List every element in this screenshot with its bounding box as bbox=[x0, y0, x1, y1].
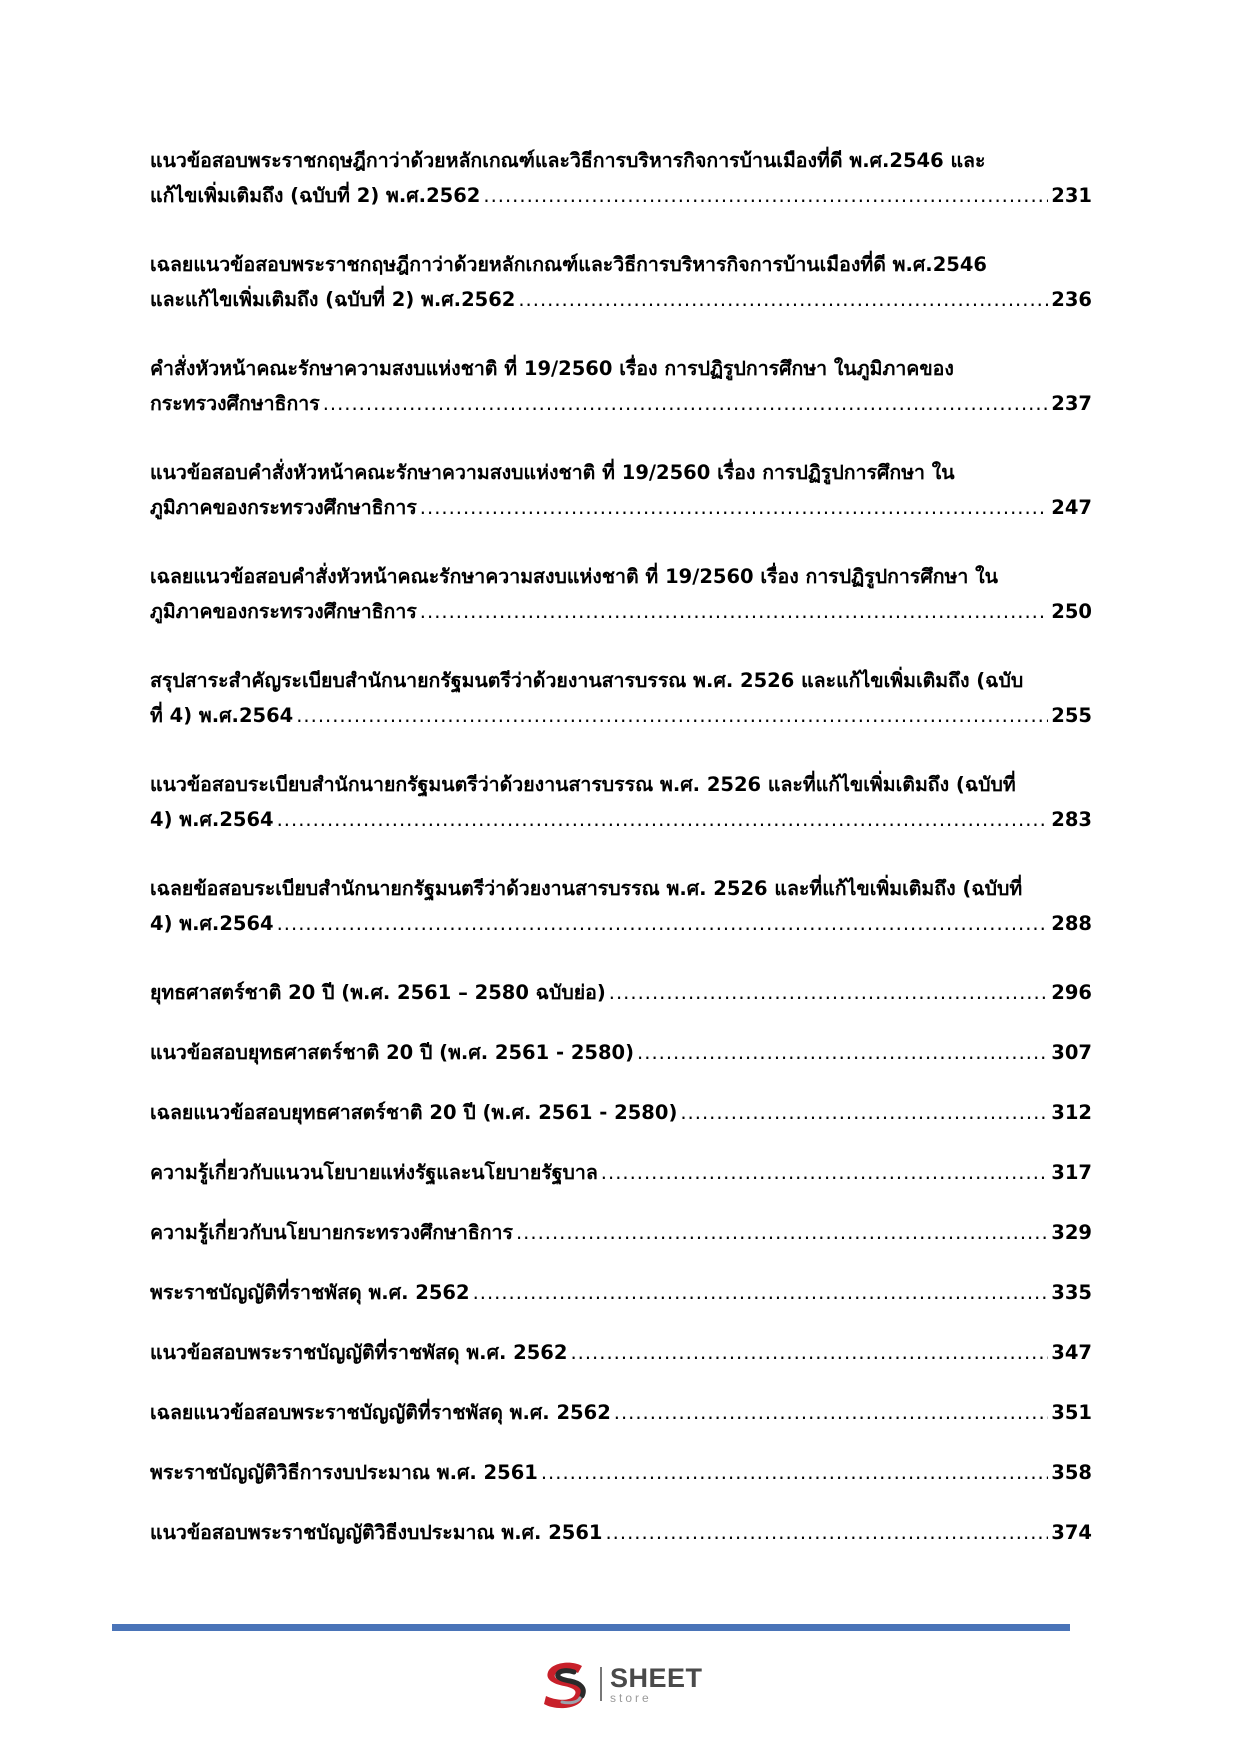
dot-leader bbox=[296, 698, 1048, 733]
toc-entry[interactable] bbox=[150, 1035, 1092, 1070]
toc-entry[interactable] bbox=[150, 663, 1092, 733]
dot-leader bbox=[473, 1275, 1049, 1310]
toc-entry-title-line: แนวข้อสอบคำสั่งหัวหน้าคณะรักษาความสงบแห่งชาติ ที่ 19/2560 เรื่อง การปฏิรูปการศึกษา ใน bbox=[150, 461, 955, 484]
toc-entry-title: แก้ไขเพิ่มเติมถึง (ฉบับที่ 2) พ.ศ.2562 bbox=[150, 184, 481, 207]
toc-page-number: 288 bbox=[1051, 912, 1092, 935]
toc-entry-title: ยุทธศาสตร์ชาติ 20 ปี (พ.ศ. 2561 – 2580 ฉบับย่อ) bbox=[150, 981, 606, 1004]
toc-entry-title: ความรู้เกี่ยวกับแนวนโยบายแห่งรัฐและนโยบายรัฐบาล bbox=[150, 1161, 598, 1184]
toc-page-number: 296 bbox=[1051, 981, 1092, 1004]
toc-entry-title: 4) พ.ศ.2564 bbox=[150, 912, 274, 935]
toc-page-number: 374 bbox=[1051, 1521, 1092, 1544]
toc-entry-title: กระทรวงศึกษาธิการ bbox=[150, 392, 320, 415]
toc-entry-title: พระราชบัญญัติวิธีการงบประมาณ พ.ศ. 2561 bbox=[150, 1461, 538, 1484]
dot-leader bbox=[516, 1215, 1048, 1250]
toc-page-number: 358 bbox=[1051, 1461, 1092, 1484]
dot-leader bbox=[323, 386, 1049, 421]
toc-entry[interactable] bbox=[150, 455, 1092, 525]
logo-brand-text: SHEET bbox=[610, 1662, 703, 1693]
dot-leader bbox=[483, 178, 1048, 213]
toc-entry[interactable] bbox=[150, 1215, 1092, 1250]
toc-page-number: 307 bbox=[1051, 1041, 1092, 1064]
toc-entry[interactable] bbox=[150, 767, 1092, 837]
toc-entry-title-line: เฉลยแนวข้อสอบพระราชกฤษฎีกาว่าด้วยหลักเกณฑ์และวิธีการบริหารกิจการบ้านเมืองที่ดี พ.ศ.2546 bbox=[150, 253, 987, 276]
toc-page-number: 351 bbox=[1051, 1401, 1092, 1424]
toc-entry[interactable] bbox=[150, 1395, 1092, 1430]
toc-entry-title: เฉลยแนวข้อสอบพระราชบัญญัติที่ราชพัสดุ พ.ศ. 2562 bbox=[150, 1401, 611, 1424]
toc-entry-title-line: แนวข้อสอบระเบียบสำนักนายกรัฐมนตรีว่าด้วยงานสารบรรณ พ.ศ. 2526 และที่แก้ไขเพิ่มเติมถึง (ฉบับที่ bbox=[150, 773, 1016, 796]
toc-entry-title-line: เฉลยข้อสอบระเบียบสำนักนายกรัฐมนตรีว่าด้วยงานสารบรรณ พ.ศ. 2526 และที่แก้ไขเพิ่มเติมถึง (ฉบับที่ bbox=[150, 877, 1023, 900]
dot-leader bbox=[605, 1515, 1048, 1550]
toc-page-number: 231 bbox=[1051, 184, 1092, 207]
toc-entry-title-line: เฉลยแนวข้อสอบคำสั่งหัวหน้าคณะรักษาความสงบแห่งชาติ ที่ 19/2560 เรื่อง การปฏิรูปการศึกษา ใน bbox=[150, 565, 998, 588]
dot-leader bbox=[277, 802, 1049, 837]
toc-entry[interactable] bbox=[150, 143, 1092, 213]
dot-leader bbox=[601, 1155, 1048, 1190]
dot-leader bbox=[680, 1095, 1048, 1130]
toc-page-number: 347 bbox=[1051, 1341, 1092, 1364]
toc-page-number: 237 bbox=[1051, 392, 1092, 415]
toc-entry[interactable] bbox=[150, 1335, 1092, 1370]
toc-entry-title: ภูมิภาคของกระทรวงศึกษาธิการ bbox=[150, 600, 417, 623]
dot-leader bbox=[570, 1335, 1048, 1370]
toc-page-number: 317 bbox=[1051, 1161, 1092, 1184]
toc-page-number: 247 bbox=[1051, 496, 1092, 519]
toc-entry-title: เฉลยแนวข้อสอบยุทธศาสตร์ชาติ 20 ปี (พ.ศ. 2561 - 2580) bbox=[150, 1101, 678, 1124]
toc-page-number: 236 bbox=[1051, 288, 1092, 311]
toc-entry[interactable] bbox=[150, 1275, 1092, 1310]
toc-entry-title: แนวข้อสอบยุทธศาสตร์ชาติ 20 ปี (พ.ศ. 2561 - 2580) bbox=[150, 1041, 635, 1064]
dot-leader bbox=[609, 975, 1049, 1010]
dot-leader bbox=[420, 594, 1048, 629]
toc-entry-title: ภูมิภาคของกระทรวงศึกษาธิการ bbox=[150, 496, 417, 519]
toc-page-number: 283 bbox=[1051, 808, 1092, 831]
toc-entry-title: แนวข้อสอบพระราชบัญญัติที่ราชพัสดุ พ.ศ. 2562 bbox=[150, 1341, 568, 1364]
toc-entry-title-line: แนวข้อสอบพระราชกฤษฎีกาว่าด้วยหลักเกณฑ์และวิธีการบริหารกิจการบ้านเมืองที่ดี พ.ศ.2546 และ bbox=[150, 149, 986, 172]
dot-leader bbox=[541, 1455, 1048, 1490]
toc-entry[interactable] bbox=[150, 247, 1092, 317]
dot-leader bbox=[518, 282, 1048, 317]
logo-sub-text: store bbox=[610, 1690, 652, 1705]
toc-entry-title: และแก้ไขเพิ่มเติมถึง (ฉบับที่ 2) พ.ศ.2562 bbox=[150, 288, 516, 311]
toc-entry-title: พระราชบัญญัติที่ราชพัสดุ พ.ศ. 2562 bbox=[150, 1281, 470, 1304]
toc-entry[interactable] bbox=[150, 1155, 1092, 1190]
toc-entry[interactable] bbox=[150, 1095, 1092, 1130]
toc-entry-title: ที่ 4) พ.ศ.2564 bbox=[150, 704, 294, 727]
toc-page-number: 312 bbox=[1051, 1101, 1092, 1124]
toc-entry[interactable] bbox=[150, 1515, 1092, 1550]
toc-entry-title: 4) พ.ศ.2564 bbox=[150, 808, 274, 831]
toc-entry-title: ความรู้เกี่ยวกับนโยบายกระทรวงศึกษาธิการ bbox=[150, 1221, 513, 1244]
footer-divider bbox=[112, 1624, 1070, 1631]
toc-entry[interactable] bbox=[150, 351, 1092, 421]
dot-leader bbox=[614, 1395, 1049, 1430]
dot-leader bbox=[637, 1035, 1048, 1070]
table-of-contents bbox=[150, 143, 1092, 1575]
toc-page-number: 335 bbox=[1051, 1281, 1092, 1304]
toc-entry-title-line: สรุปสาระสำคัญระเบียบสำนักนายกรัฐมนตรีว่าด้วยงานสารบรรณ พ.ศ. 2526 และแก้ไขเพิ่มเติมถึง (ฉบับ bbox=[150, 669, 1024, 692]
toc-entry[interactable] bbox=[150, 871, 1092, 941]
dot-leader bbox=[420, 490, 1048, 525]
toc-entry-title-line: คำสั่งหัวหน้าคณะรักษาความสงบแห่งชาติ ที่ 19/2560 เรื่อง การปฏิรูปการศึกษา ในภูมิภาคของ bbox=[150, 357, 954, 380]
dot-leader bbox=[277, 906, 1049, 941]
sheet-store-logo bbox=[538, 1655, 708, 1713]
toc-page-number: 329 bbox=[1051, 1221, 1092, 1244]
toc-page-number: 255 bbox=[1051, 704, 1092, 727]
logo-separator bbox=[600, 1667, 602, 1701]
toc-entry[interactable] bbox=[150, 1455, 1092, 1490]
toc-entry-title: แนวข้อสอบพระราชบัญญัติวิธีงบประมาณ พ.ศ. 2561 bbox=[150, 1521, 603, 1544]
sheet-store-logo-icon bbox=[538, 1658, 594, 1710]
toc-page-number: 250 bbox=[1051, 600, 1092, 623]
toc-entry[interactable] bbox=[150, 559, 1092, 629]
toc-entry[interactable] bbox=[150, 975, 1092, 1010]
